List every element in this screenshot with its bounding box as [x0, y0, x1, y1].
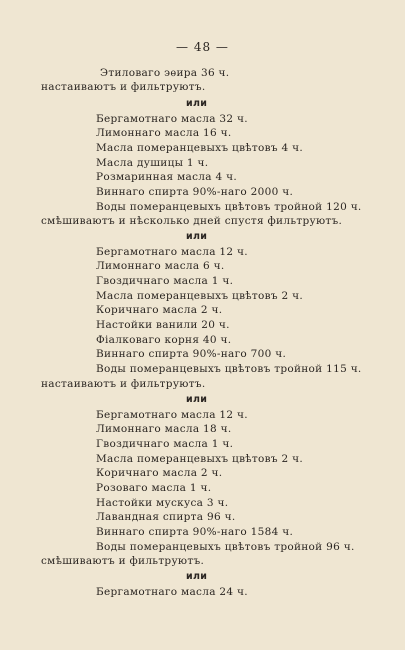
- section-divider-ili: или: [186, 231, 208, 242]
- text-line: Бергамотнаго масла 24 ч.: [96, 586, 248, 598]
- text-line: Масла померанцевыхъ цвѣтовъ 4 ч.: [96, 142, 303, 154]
- text-line: настаиваютъ и фильтруютъ.: [41, 378, 206, 390]
- text-line: Бергамотнаго масла 12 ч.: [96, 409, 248, 421]
- text-line: Воды померанцевыхъ цвѣтовъ тройной 120 ч.: [96, 201, 362, 213]
- text-line: Настойки мускуса 3 ч.: [96, 497, 229, 509]
- text-line: Лимоннаго масла 18 ч.: [96, 423, 232, 435]
- text-line: Виннаго спирта 90%-наго 700 ч.: [96, 348, 287, 360]
- text-line: Этиловаго эѳира 36 ч.: [100, 67, 230, 79]
- text-line: Бергамотнаго масла 12 ч.: [96, 246, 248, 258]
- text-line: Настойки ванили 20 ч.: [96, 319, 230, 331]
- text-line: Масла душицы 1 ч.: [96, 157, 209, 169]
- section-divider-ili: или: [186, 394, 208, 405]
- text-line: смѣшиваютъ и фильтруютъ.: [41, 555, 205, 567]
- text-line: Розмаринная масла 4 ч.: [96, 171, 237, 183]
- text-line: Розоваго масла 1 ч.: [96, 482, 212, 494]
- text-line: Масла померанцевыхъ цвѣтовъ 2 ч.: [96, 290, 303, 302]
- text-line: Коричнаго масла 2 ч.: [96, 304, 223, 316]
- text-line: смѣшиваютъ и нѣсколько дней спустя фильтруютъ.: [41, 215, 343, 227]
- text-line: Коричнаго масла 2 ч.: [96, 467, 223, 479]
- text-line: Лимоннаго масла 16 ч.: [96, 127, 232, 139]
- text-line: Масла померанцевыхъ цвѣтовъ 2 ч.: [96, 453, 303, 465]
- page-number: — 48 —: [176, 40, 229, 54]
- text-line: Фіалковаго корня 40 ч.: [96, 334, 232, 346]
- section-divider-ili: или: [186, 98, 208, 109]
- text-line: Воды померанцевыхъ цвѣтовъ тройной 115 ч.: [96, 363, 362, 375]
- text-line: Гвоздичнаго масла 1 ч.: [96, 275, 234, 287]
- section-divider-ili: или: [186, 571, 208, 582]
- text-line: Гвоздичнаго масла 1 ч.: [96, 438, 234, 450]
- text-line: Лавандная спирта 96 ч.: [96, 511, 236, 523]
- text-line: Воды померанцевыхъ цвѣтовъ тройной 96 ч.: [96, 541, 355, 553]
- text-line: Виннаго спирта 90%-наго 1584 ч.: [96, 526, 294, 538]
- text-line: Виннаго спирта 90%-наго 2000 ч.: [96, 186, 294, 198]
- text-line: Бергамотнаго масла 32 ч.: [96, 113, 248, 125]
- text-line: Лимоннаго масла 6 ч.: [96, 260, 225, 272]
- text-line: настаиваютъ и фильтруютъ.: [41, 81, 206, 93]
